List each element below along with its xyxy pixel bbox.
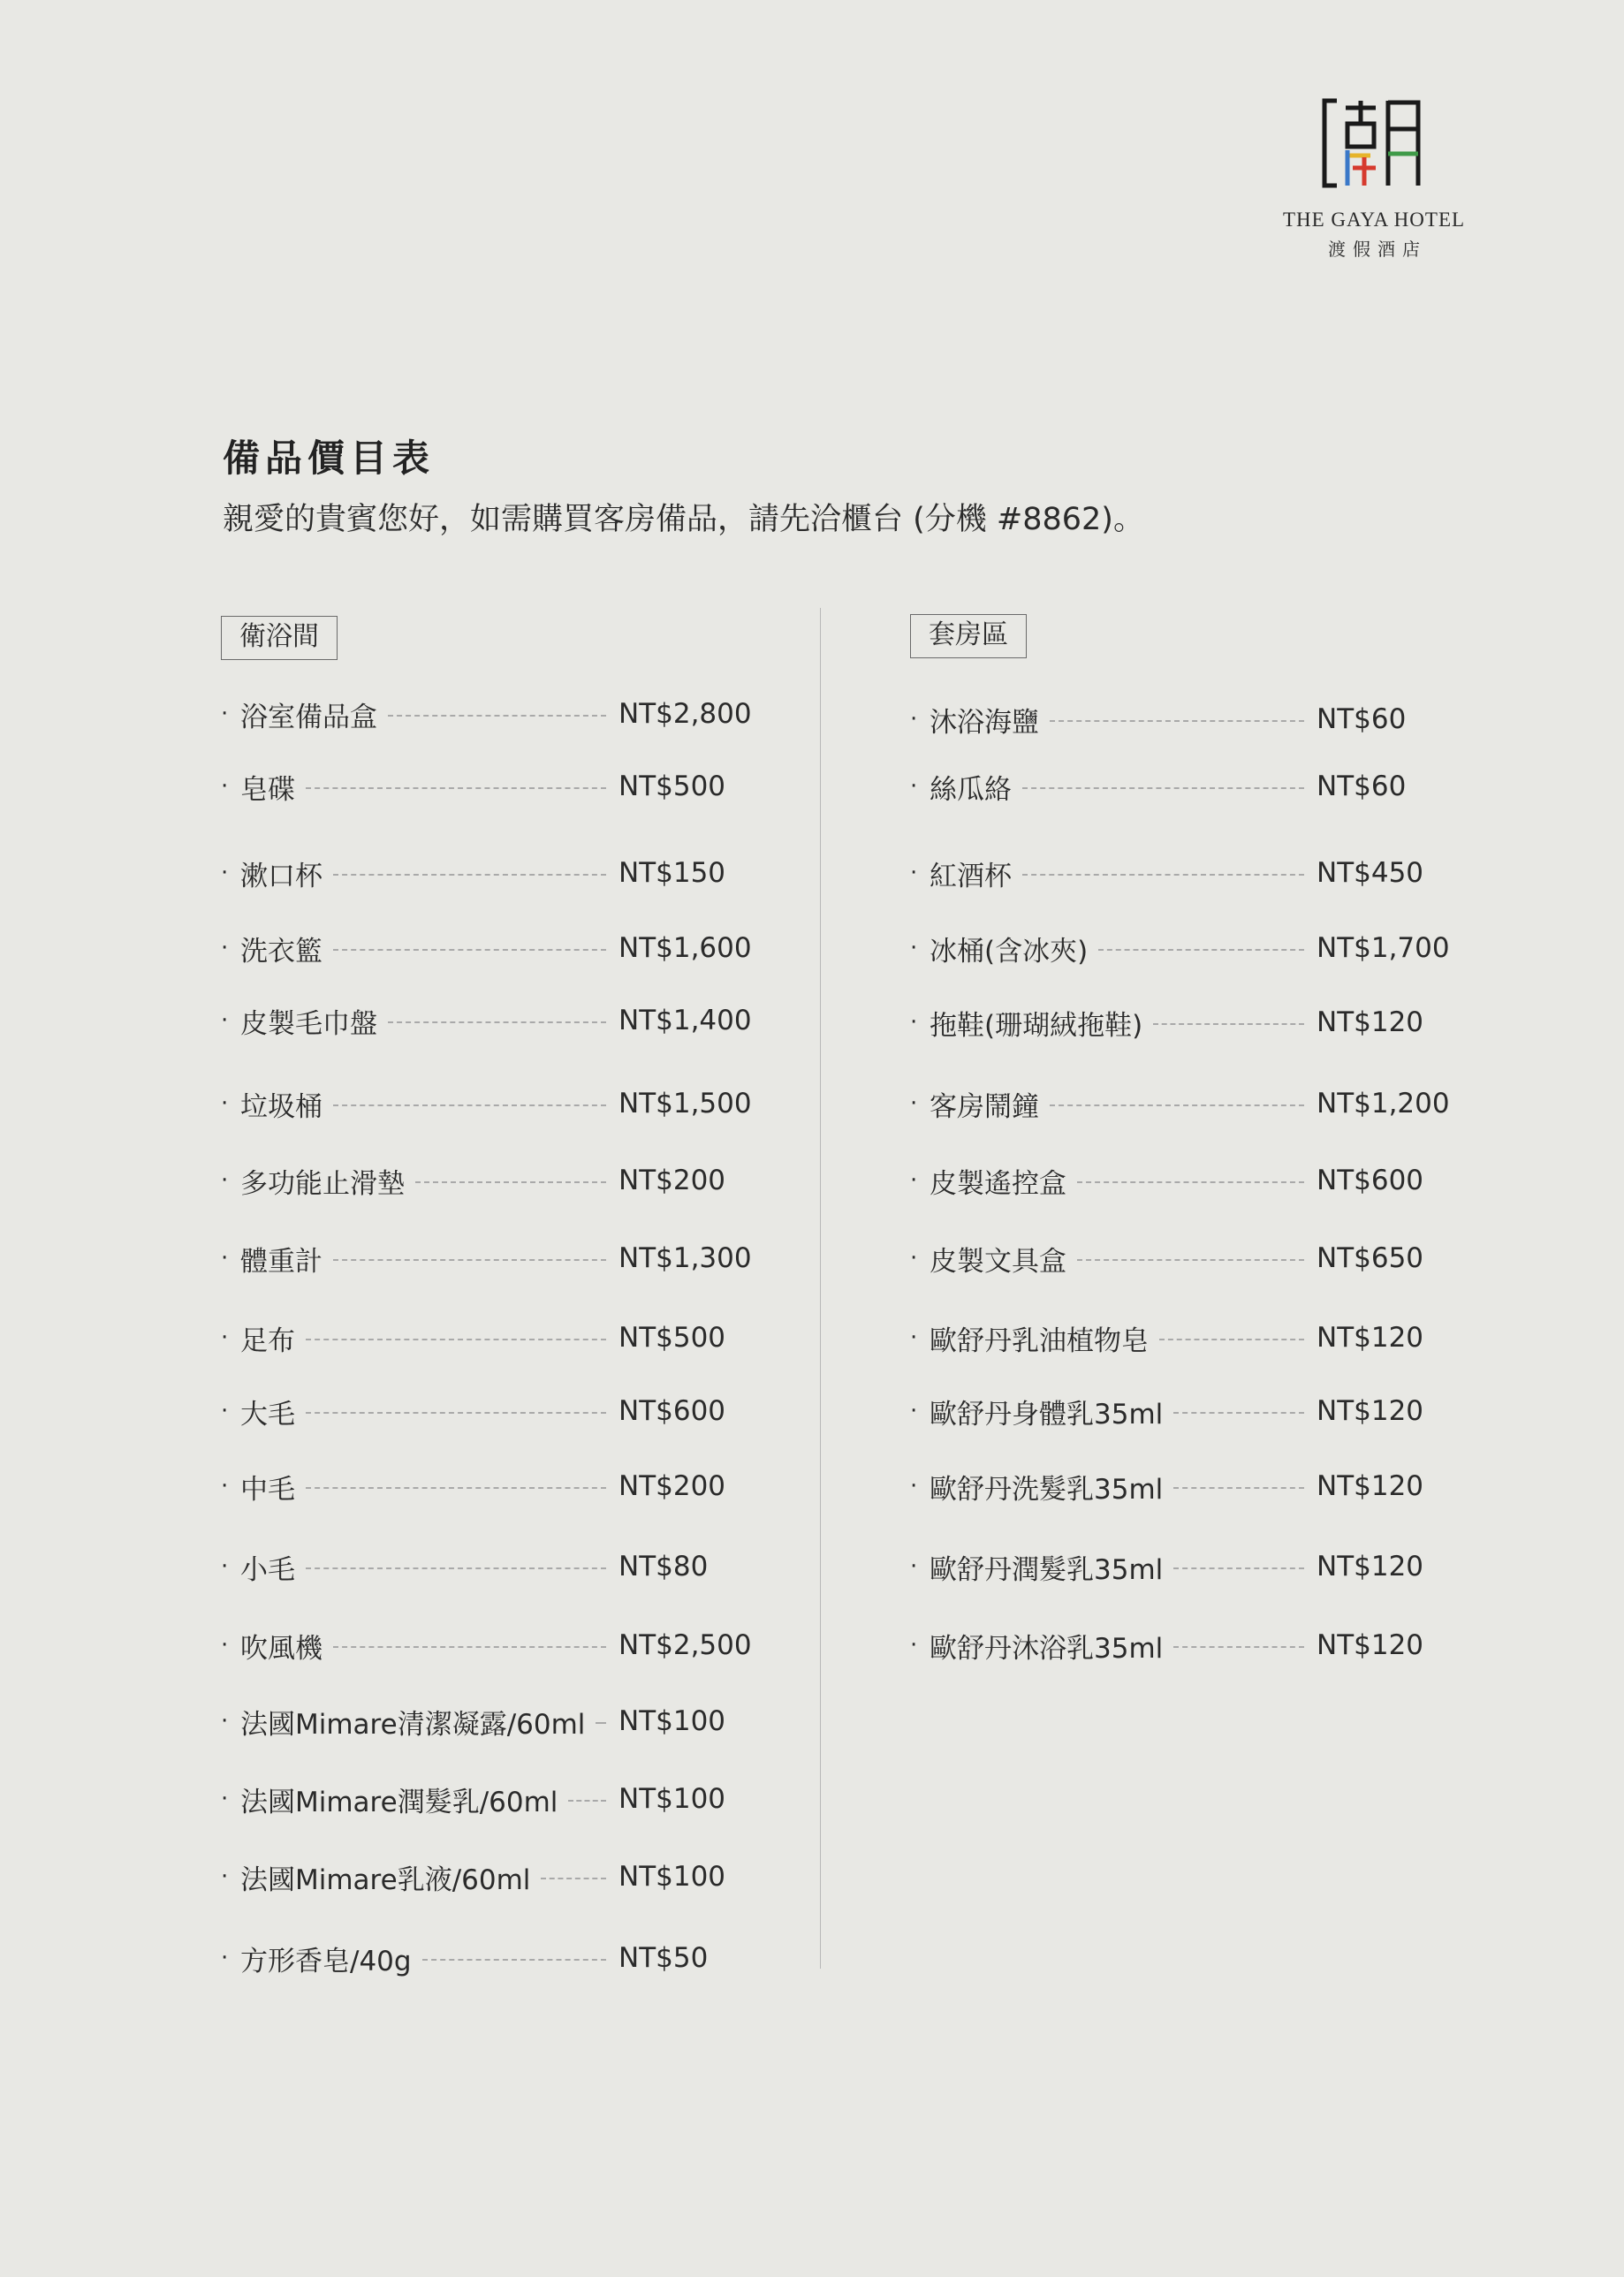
- gaya-logo-mark-icon: [1321, 95, 1427, 191]
- price-item: [910, 700, 1449, 739]
- bullet-icon: ·: [221, 1553, 229, 1580]
- item-name: 歐舒丹洗髮乳35ml: [930, 1473, 1164, 1506]
- item-price: NT$600: [1317, 1165, 1424, 1196]
- price-item: [221, 854, 751, 892]
- price-item: [910, 929, 1449, 968]
- bullet-icon: ·: [910, 860, 918, 886]
- item-price: NT$100: [618, 1705, 726, 1737]
- dotted-leader: [1173, 1646, 1304, 1648]
- item-name: 法國Mimare潤髮乳/60ml: [240, 1786, 558, 1818]
- item-price: NT$2,500: [618, 1629, 752, 1661]
- bullet-icon: ·: [221, 1324, 229, 1351]
- item-name: 法國Mimare乳液/60ml: [240, 1863, 531, 1896]
- bullet-icon: ·: [221, 773, 229, 800]
- bullet-icon: ·: [221, 1632, 229, 1658]
- price-item: [910, 1547, 1449, 1586]
- hotel-name-zh: 渡假酒店: [1328, 239, 1427, 260]
- price-item: [221, 767, 751, 806]
- bullet-icon: ·: [221, 1007, 229, 1034]
- item-name: 法國Mimare清潔凝露/60ml: [240, 1708, 586, 1741]
- section-label-bathroom: 衛浴間: [221, 616, 338, 660]
- item-price: NT$200: [618, 1165, 726, 1196]
- dotted-leader: [306, 1567, 606, 1569]
- price-item: [221, 1084, 751, 1123]
- item-price: NT$200: [618, 1470, 726, 1502]
- dotted-leader: [596, 1722, 606, 1724]
- item-price: NT$60: [1317, 703, 1407, 735]
- item-price: NT$120: [1317, 1395, 1424, 1427]
- item-price: NT$120: [1317, 1551, 1424, 1583]
- bullet-icon: ·: [221, 1945, 229, 1971]
- dotted-leader: [306, 1412, 606, 1414]
- item-name: 小毛: [240, 1553, 295, 1586]
- item-name: 大毛: [240, 1398, 295, 1431]
- item-name: 紅酒杯: [930, 860, 1012, 892]
- price-item: [221, 1626, 751, 1665]
- bullet-icon: ·: [910, 935, 918, 961]
- item-name: 冰桶(含冰夾): [930, 935, 1089, 968]
- price-item: [910, 767, 1449, 806]
- item-price: NT$150: [618, 857, 726, 889]
- item-name: 歐舒丹乳油植物皂: [930, 1324, 1149, 1357]
- item-name: 浴室備品盒: [240, 701, 377, 733]
- item-price: NT$50: [618, 1942, 709, 1974]
- bullet-icon: ·: [221, 1245, 229, 1271]
- item-price: NT$650: [1317, 1242, 1424, 1274]
- item-price: NT$120: [1317, 1470, 1424, 1502]
- dotted-leader: [1159, 1339, 1304, 1340]
- item-name: 歐舒丹沐浴乳35ml: [930, 1632, 1164, 1665]
- dotted-leader: [1153, 1023, 1304, 1025]
- item-name: 絲瓜絡: [930, 773, 1012, 806]
- item-price: NT$500: [618, 1322, 726, 1354]
- item-name: 皮製毛巾盤: [240, 1007, 377, 1040]
- price-item: [221, 1702, 751, 1741]
- item-price: NT$120: [1317, 1629, 1424, 1661]
- item-price: NT$120: [1317, 1322, 1424, 1354]
- dotted-leader: [1077, 1181, 1304, 1183]
- price-item: [221, 694, 751, 733]
- item-price: NT$450: [1317, 857, 1424, 889]
- item-price: NT$60: [1317, 770, 1407, 802]
- price-item: [221, 1318, 751, 1357]
- price-item: [221, 1001, 751, 1040]
- item-price: NT$80: [618, 1551, 709, 1583]
- item-price: NT$1,500: [618, 1088, 752, 1120]
- price-item: [910, 1467, 1449, 1506]
- intro-text: 親愛的貴賓您好，如需購買客房備品，請先洽櫃台 (分機 #8862)。: [223, 502, 1144, 537]
- bullet-icon: ·: [221, 1398, 229, 1424]
- item-price: NT$1,200: [1317, 1088, 1450, 1120]
- dotted-leader: [415, 1181, 606, 1183]
- bullet-icon: ·: [910, 1009, 918, 1036]
- item-name: 客房鬧鐘: [930, 1090, 1039, 1123]
- item-name: 皮製文具盒: [930, 1245, 1066, 1278]
- column-divider: [820, 608, 821, 1969]
- item-price: NT$2,800: [618, 698, 752, 730]
- bullet-icon: ·: [910, 1324, 918, 1351]
- bullet-icon: ·: [221, 701, 229, 727]
- item-name: 沐浴海鹽: [930, 706, 1039, 739]
- bullet-icon: ·: [221, 1090, 229, 1117]
- bullet-icon: ·: [910, 1632, 918, 1658]
- dotted-leader: [306, 1487, 606, 1489]
- price-item: [221, 1547, 751, 1586]
- dotted-leader: [1050, 720, 1304, 722]
- item-name: 體重計: [240, 1245, 323, 1278]
- item-name: 垃圾桶: [240, 1090, 323, 1123]
- bullet-icon: ·: [221, 1167, 229, 1194]
- dotted-leader: [1077, 1259, 1304, 1261]
- item-price: NT$500: [618, 770, 726, 802]
- bullet-icon: ·: [910, 1473, 918, 1499]
- item-name: 洗衣籃: [240, 935, 323, 968]
- bullet-icon: ·: [221, 1708, 229, 1734]
- price-item: [221, 1392, 751, 1431]
- item-name: 歐舒丹潤髮乳35ml: [930, 1553, 1164, 1586]
- hotel-name-en: THE GAYA HOTEL: [1282, 209, 1466, 231]
- price-item: [221, 1939, 751, 1977]
- bullet-icon: ·: [221, 1863, 229, 1890]
- price-item: [221, 929, 751, 968]
- dotted-leader: [333, 1104, 606, 1106]
- dotted-leader: [422, 1959, 606, 1961]
- price-item: [910, 1318, 1449, 1357]
- bullet-icon: ·: [910, 1090, 918, 1117]
- bullet-icon: ·: [910, 706, 918, 732]
- price-item: [221, 1239, 751, 1278]
- item-price: NT$120: [1317, 1006, 1424, 1038]
- item-price: NT$1,400: [618, 1005, 752, 1036]
- item-name: 皮製遙控盒: [930, 1167, 1066, 1200]
- dotted-leader: [306, 787, 606, 789]
- price-item: [910, 1003, 1449, 1042]
- item-name: 方形香皂/40g: [240, 1945, 412, 1977]
- price-item: [221, 1857, 751, 1896]
- price-item: [910, 854, 1449, 892]
- section-label-suite: 套房區: [910, 614, 1027, 658]
- dotted-leader: [333, 874, 606, 876]
- bullet-icon: ·: [910, 1167, 918, 1194]
- dotted-leader: [1098, 949, 1304, 951]
- item-price: NT$100: [618, 1861, 726, 1893]
- item-name: 中毛: [240, 1473, 295, 1506]
- item-price: NT$100: [618, 1783, 726, 1815]
- dotted-leader: [333, 1259, 606, 1261]
- item-name: 漱口杯: [240, 860, 323, 892]
- price-item: [910, 1161, 1449, 1200]
- dotted-leader: [1173, 1412, 1304, 1414]
- bullet-icon: ·: [910, 1553, 918, 1580]
- dotted-leader: [568, 1800, 606, 1802]
- dotted-leader: [306, 1339, 606, 1340]
- bullet-icon: ·: [221, 935, 229, 961]
- price-item: [221, 1780, 751, 1818]
- dotted-leader: [388, 715, 606, 717]
- bullet-icon: ·: [910, 773, 918, 800]
- item-price: NT$1,600: [618, 932, 752, 964]
- price-item: [221, 1467, 751, 1506]
- price-item: [910, 1392, 1449, 1431]
- bullet-icon: ·: [221, 1473, 229, 1499]
- bullet-icon: ·: [910, 1398, 918, 1424]
- bullet-icon: ·: [221, 1786, 229, 1812]
- dotted-leader: [1173, 1487, 1304, 1489]
- item-price: NT$1,700: [1317, 932, 1450, 964]
- item-name: 歐舒丹身體乳35ml: [930, 1398, 1164, 1431]
- bullet-icon: ·: [910, 1245, 918, 1271]
- item-name: 多功能止滑墊: [240, 1167, 405, 1200]
- dotted-leader: [1022, 874, 1304, 876]
- item-name: 足布: [240, 1324, 295, 1357]
- dotted-leader: [541, 1878, 606, 1879]
- dotted-leader: [1050, 1104, 1304, 1106]
- price-item: [221, 1161, 751, 1200]
- dotted-leader: [1173, 1567, 1304, 1569]
- bullet-icon: ·: [221, 860, 229, 886]
- dotted-leader: [333, 949, 606, 951]
- item-name: 吹風機: [240, 1632, 323, 1665]
- hotel-logo: [1279, 95, 1468, 261]
- price-item: [910, 1626, 1449, 1665]
- dotted-leader: [1022, 787, 1304, 789]
- page-title: 備品價目表: [223, 436, 436, 480]
- item-price: NT$1,300: [618, 1242, 752, 1274]
- dotted-leader: [333, 1646, 606, 1648]
- item-name: 皂碟: [240, 773, 295, 806]
- price-item: [910, 1084, 1449, 1123]
- item-price: NT$600: [618, 1395, 726, 1427]
- dotted-leader: [388, 1021, 606, 1023]
- item-name: 拖鞋(珊瑚絨拖鞋): [930, 1009, 1143, 1042]
- price-item: [910, 1239, 1449, 1278]
